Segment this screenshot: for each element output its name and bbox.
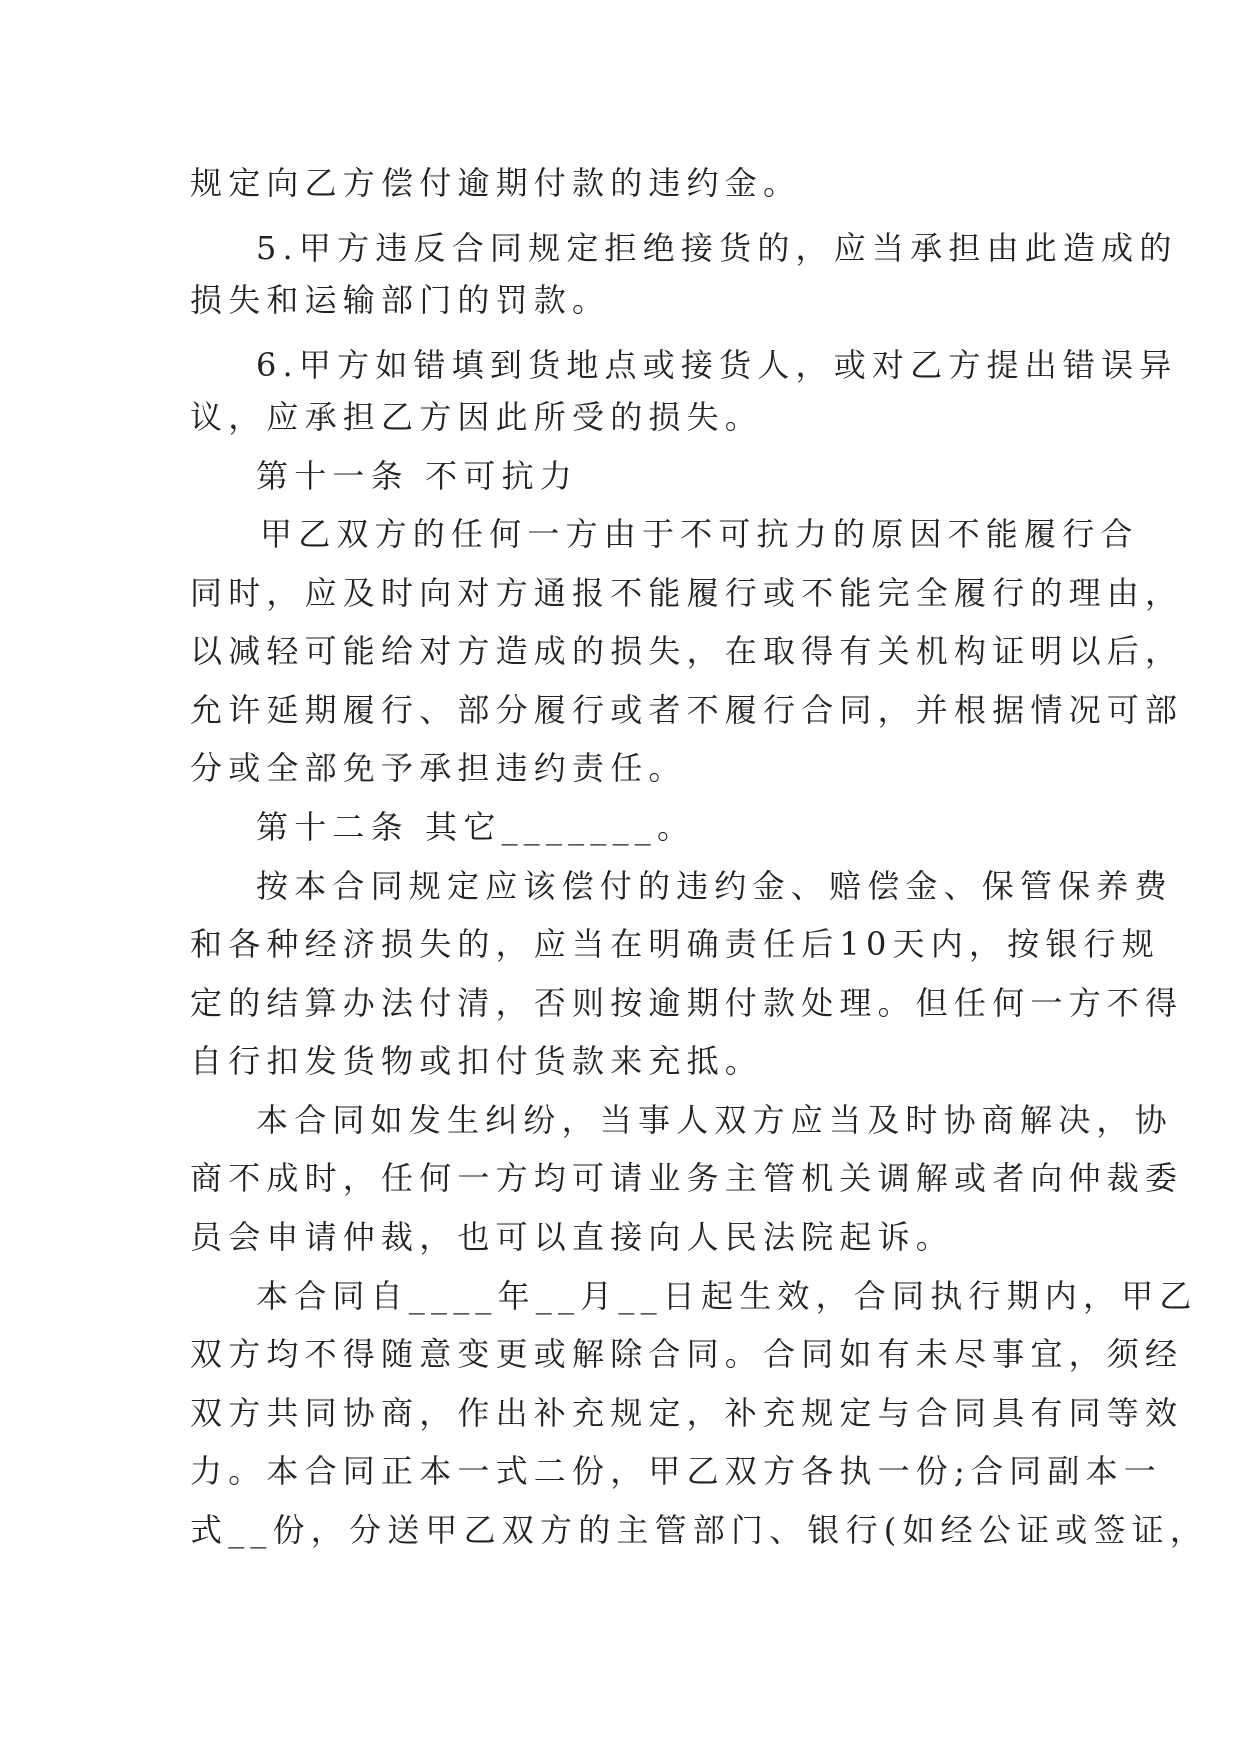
text-line: 按本合同规定应该偿付的违约金、赔偿金、保管保养费 bbox=[256, 867, 1173, 905]
section-heading: 第十二条 其它_______。 bbox=[256, 808, 696, 846]
text-line: 5.甲方违反合同规定拒绝接货的，应当承担由此造成的 bbox=[256, 229, 1178, 267]
text-line: 6.甲方如错填到货地点或接货人，或对乙方提出错误异 bbox=[256, 346, 1178, 384]
text-line: 同时，应及时向对方通报不能履行或不能完全履行的理由， bbox=[190, 574, 1184, 612]
text-line: 力。本合同正本一式二份，甲乙双方各执一份;合同副本一 bbox=[190, 1452, 1162, 1490]
section-heading: 第十一条 不可抗力 bbox=[256, 457, 578, 495]
text-line: 以减轻可能给对方造成的损失，在取得有关机构证明以后， bbox=[190, 632, 1184, 670]
text-line: 双方均不得随意变更或解除合同。合同如有未尽事宜，须经 bbox=[190, 1335, 1184, 1373]
text-line: 本合同自____年__月__日起生效，合同执行期内，甲乙 bbox=[256, 1277, 1198, 1315]
text-line: 本合同如发生纠纷，当事人双方应当及时协商解决，协 bbox=[256, 1101, 1173, 1139]
text-line: 双方共同协商，作出补充规定，补充规定与合同具有同等效 bbox=[190, 1394, 1184, 1432]
text-line: 规定向乙方偿付逾期付款的违约金。 bbox=[190, 164, 802, 202]
text-line: 定的结算办法付清，否则按逾期付款处理。但任何一方不得 bbox=[190, 984, 1184, 1022]
text-line: 和各种经济损失的，应当在明确责任后10天内，按银行规 bbox=[190, 925, 1160, 963]
text-line: 员会申请仲裁，也可以直接向人民法院起诉。 bbox=[190, 1218, 955, 1256]
text-line: 议，应承担乙方因此所受的损失。 bbox=[190, 398, 764, 436]
text-line: 甲乙双方的任何一方由于不可抗力的原因不能履行合 bbox=[260, 515, 1139, 553]
text-line: 自行扣发货物或扣付货款来充抵。 bbox=[190, 1042, 764, 1080]
text-line: 式__份，分送甲乙双方的主管部门、银行(如经公证或签证， bbox=[190, 1511, 1209, 1549]
text-line: 损失和运输部门的罚款。 bbox=[190, 281, 611, 319]
text-line: 商不成时，任何一方均可请业务主管机关调解或者向仲裁委 bbox=[190, 1159, 1184, 1197]
text-line: 允许延期履行、部分履行或者不履行合同，并根据情况可部 bbox=[190, 691, 1184, 729]
text-line: 分或全部免予承担违约责任。 bbox=[190, 749, 687, 787]
